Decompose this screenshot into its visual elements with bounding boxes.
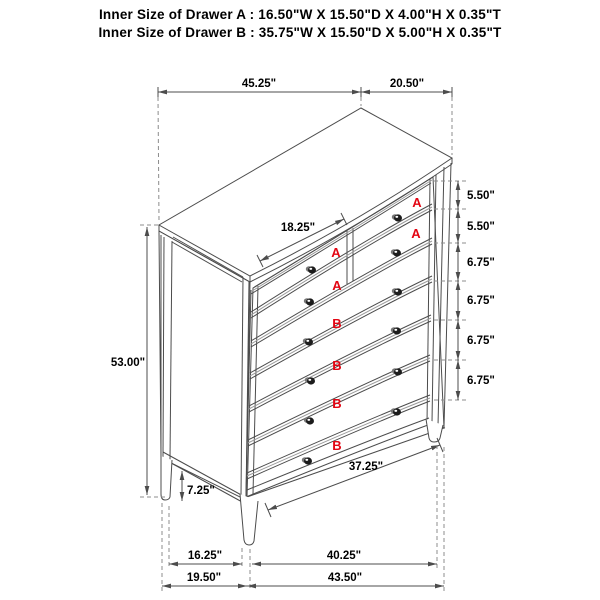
dim-large-drawer-width-label: 37.25" xyxy=(348,461,384,473)
dim-leg-height-label: 7.25" xyxy=(187,485,215,497)
dim-base-outer-right-label: 43.50" xyxy=(327,572,363,584)
drawer-label-b2: B xyxy=(332,358,342,373)
dim-small-drawer-width-label: 18.25" xyxy=(280,222,316,234)
dim-top-width-label: 45.25" xyxy=(241,78,277,90)
drawer-label-b4: B xyxy=(332,438,342,453)
dim-top-depth-label: 20.50" xyxy=(389,78,425,90)
drawer-label-a-row1-right: A xyxy=(412,195,422,210)
dim-row1-height-label: 5.50" xyxy=(467,190,495,202)
title-block xyxy=(0,6,600,42)
drawer-label-a-row2-left: A xyxy=(332,278,342,293)
dim-row5-height-label: 6.75" xyxy=(467,335,495,347)
drawer-label-a-row2-right: A xyxy=(411,226,421,241)
side-panel xyxy=(159,231,250,500)
dim-overall-height xyxy=(111,225,167,497)
drawer-label-b1: B xyxy=(332,316,342,331)
front-leg xyxy=(240,494,258,545)
drawer-label-a-row1-left: A xyxy=(331,245,341,260)
dim-base-inner-left-label: 16.25" xyxy=(187,550,223,562)
dim-base-outer-left-label: 19.50" xyxy=(186,572,222,584)
dresser-body xyxy=(159,108,452,545)
back-left-leg xyxy=(161,456,172,500)
drawer-label-b3: B xyxy=(332,396,342,411)
dim-row4-height-label: 6.75" xyxy=(467,295,495,307)
dim-overall-height-label: 53.00" xyxy=(110,357,146,369)
dim-row2-height-label: 5.50" xyxy=(467,221,495,233)
drawer-b-spec: Inner Size of Drawer B : 35.75"W X 15.50"D X 5.00"H X 0.35"T xyxy=(98,25,502,40)
dim-row6-height-label: 6.75" xyxy=(467,375,495,387)
dim-row3-height-label: 6.75" xyxy=(467,257,495,269)
drawer-a-spec: Inner Size of Drawer A : 16.50"W X 15.50"D X 4.00"H X 0.35"T xyxy=(98,7,501,22)
dim-base-inner-right-label: 40.25" xyxy=(326,550,362,562)
